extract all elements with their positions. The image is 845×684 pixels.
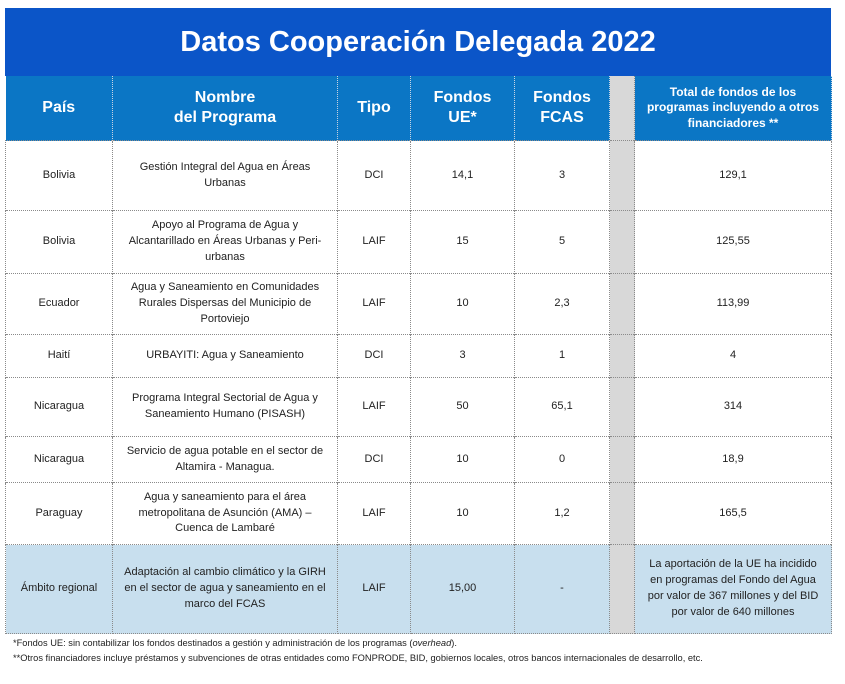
- cell-programa: Gestión Integral del Agua en Áreas Urbanas: [113, 141, 338, 211]
- cell-tipo: LAIF: [338, 483, 411, 545]
- table-row: [6, 437, 832, 483]
- cell-spacer: [610, 335, 635, 378]
- footnote-1-italic: overhead: [412, 638, 452, 648]
- header-fondos-fcas-line2: FCAS: [540, 109, 584, 126]
- cell-programa: Programa Integral Sectorial de Agua y Saneamiento Humano (PISASH): [113, 378, 338, 437]
- cell-fondos-fcas: 1: [515, 335, 610, 378]
- header-spacer: [610, 76, 635, 141]
- header-nombre-line1: Nombre: [194, 88, 256, 106]
- cell-fondos-ue: 3: [411, 335, 515, 378]
- cell-pais: Haití: [6, 335, 113, 378]
- cell-fondos-fcas: -: [515, 545, 610, 634]
- cell-total: 125,55: [635, 211, 832, 274]
- cell-fondos-ue: 10: [411, 483, 515, 545]
- cell-tipo: LAIF: [338, 545, 411, 634]
- footnotes: [13, 636, 703, 666]
- footnote-otros-financiadores: **Otros financiadores incluye préstamos y subvenciones de otras entidades como FONPRODE, BID, gobiernos locales, otros bancos internacionales de desarrollo, etc.: [13, 653, 703, 664]
- cell-fondos-ue: 15: [411, 211, 515, 274]
- header-row: [6, 76, 832, 141]
- cell-spacer: [610, 378, 635, 437]
- cell-total: 165,5: [635, 483, 832, 545]
- cell-programa: Agua y Saneamiento en Comunidades Rurales Dispersas del Municipio de Portoviejo: [113, 274, 338, 335]
- cell-fondos-fcas: 3: [515, 141, 610, 211]
- table-row: [6, 141, 832, 211]
- cell-total: 113,99: [635, 274, 832, 335]
- header-fondos-ue-line2: UE*: [448, 109, 477, 126]
- cell-programa: Agua y saneamiento para el área metropolitana de Asunción (AMA) – Cuenca de Lambaré: [113, 483, 338, 545]
- cell-spacer: [610, 437, 635, 483]
- cell-programa: Adaptación al cambio climático y la GIRH en el sector de agua y saneamiento en el marco del FCAS: [113, 545, 338, 634]
- cell-tipo: LAIF: [338, 378, 411, 437]
- table-row: [6, 211, 832, 274]
- header-nombre: [113, 76, 338, 141]
- cell-pais: Nicaragua: [6, 437, 113, 483]
- cell-spacer: [610, 274, 635, 335]
- cell-tipo: DCI: [338, 335, 411, 378]
- header-tipo: Tipo: [338, 76, 411, 141]
- footnote-fondos-ue: [13, 636, 703, 651]
- cooperation-table: [5, 76, 832, 634]
- cell-pais: Bolivia: [6, 211, 113, 274]
- cell-fondos-ue: 14,1: [411, 141, 515, 211]
- cell-spacer: [610, 211, 635, 274]
- cell-tipo: LAIF: [338, 274, 411, 335]
- header-pais: País: [6, 76, 113, 141]
- header-nombre-line2: del Programa: [173, 109, 277, 126]
- cell-total: 18,9: [635, 437, 832, 483]
- footnote-1-end: ).: [451, 638, 457, 648]
- cell-fondos-fcas: 1,2: [515, 483, 610, 545]
- cell-programa: URBAYITI: Agua y Saneamiento: [113, 335, 338, 378]
- table-row: [6, 274, 832, 335]
- cell-programa: Servicio de agua potable en el sector de Altamira - Managua.: [113, 437, 338, 483]
- table-row: [6, 483, 832, 545]
- cell-programa: Apoyo al Programa de Agua y Alcantarillado en Áreas Urbanas y Peri-urbanas: [113, 211, 338, 274]
- cell-tipo: DCI: [338, 141, 411, 211]
- cell-pais: Bolivia: [6, 141, 113, 211]
- header-fondos-ue-line1: Fondos: [433, 88, 492, 106]
- cell-total: 4: [635, 335, 832, 378]
- title-text: Datos Cooperación Delegada 2022: [180, 25, 656, 58]
- cell-spacer: [610, 545, 635, 634]
- cell-pais: Ecuador: [6, 274, 113, 335]
- header-fondos-ue: [411, 76, 515, 141]
- cell-tipo: LAIF: [338, 211, 411, 274]
- header-total: Total de fondos de los programas incluyendo a otros financiadores **: [635, 76, 832, 141]
- cell-fondos-ue: 10: [411, 437, 515, 483]
- cell-pais: Nicaragua: [6, 378, 113, 437]
- cell-tipo: DCI: [338, 437, 411, 483]
- cell-fondos-ue: 15,00: [411, 545, 515, 634]
- cell-pais: Ámbito regional: [6, 545, 113, 634]
- cell-total: 314: [635, 378, 832, 437]
- page-title: [5, 8, 831, 76]
- cell-pais: Paraguay: [6, 483, 113, 545]
- cell-fondos-ue: 10: [411, 274, 515, 335]
- table-row: [6, 545, 832, 634]
- cell-spacer: [610, 141, 635, 211]
- cell-fondos-fcas: 0: [515, 437, 610, 483]
- cell-fondos-ue: 50: [411, 378, 515, 437]
- cell-fondos-fcas: 5: [515, 211, 610, 274]
- cell-spacer: [610, 483, 635, 545]
- cell-fondos-fcas: 2,3: [515, 274, 610, 335]
- table-row: [6, 335, 832, 378]
- cell-total: La aportación de la UE ha incidido en programas del Fondo del Agua por valor de 367 millones y del BID por valor de 640 millones: [635, 545, 832, 634]
- table-row: [6, 378, 832, 437]
- cell-fondos-fcas: 65,1: [515, 378, 610, 437]
- footnote-1-text: *Fondos UE: sin contabilizar los fondos destinados a gestión y administración de los programas (: [13, 638, 413, 648]
- header-fondos-fcas-line1: Fondos: [533, 88, 591, 106]
- header-fondos-fcas: [515, 76, 610, 141]
- cell-total: 129,1: [635, 141, 832, 211]
